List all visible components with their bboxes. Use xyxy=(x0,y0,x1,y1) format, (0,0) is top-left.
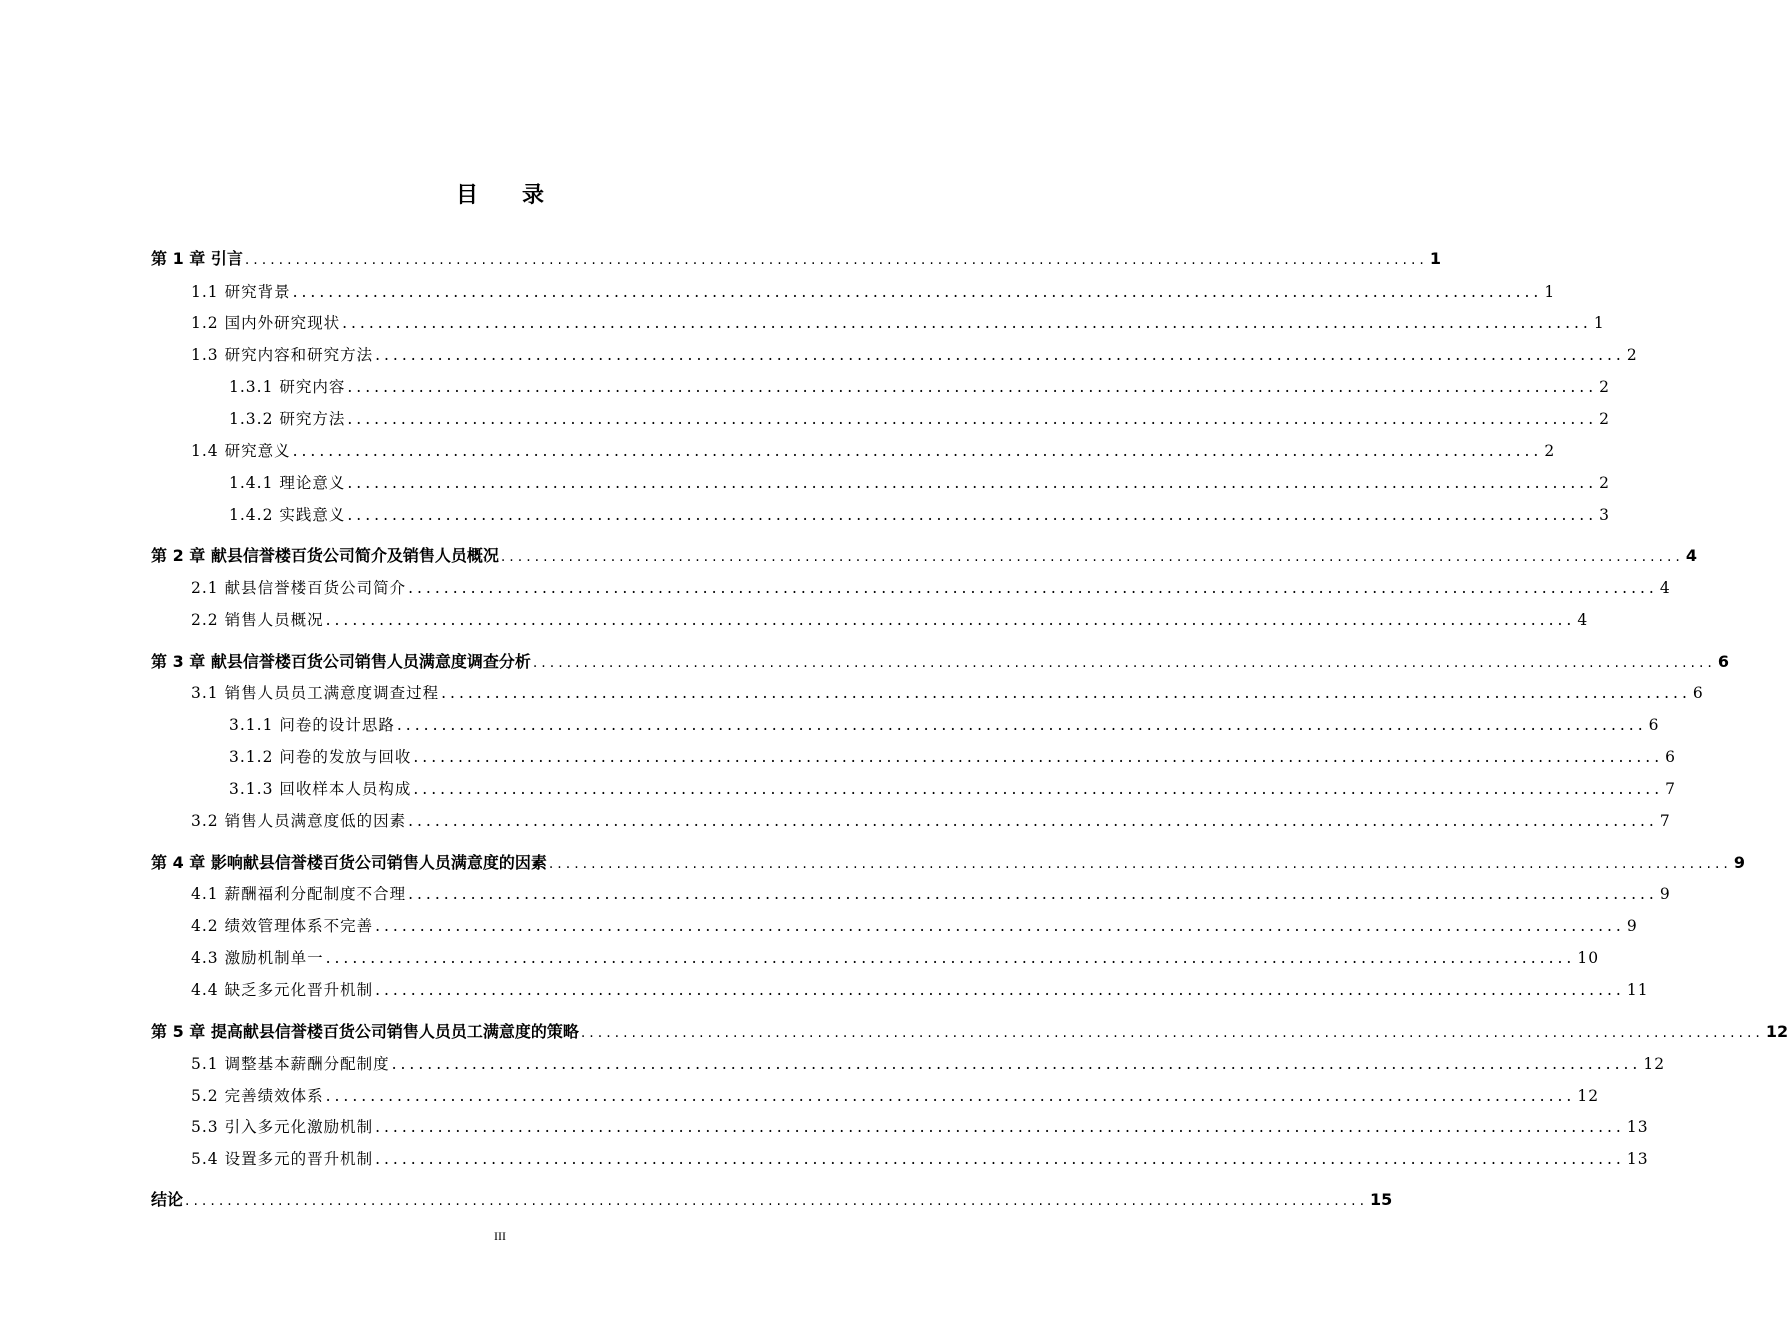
toc-entry-label: 1.4.1 理论意义 xyxy=(229,474,346,492)
toc-chapter-entry[interactable] xyxy=(151,1017,1788,1047)
toc-page-number: 9 xyxy=(1626,917,1638,935)
toc-section-entry[interactable] xyxy=(191,1081,1600,1111)
toc-page-number: 6 xyxy=(1717,652,1730,671)
toc-dot-leader: ............................................................................................................................................ xyxy=(325,611,1576,629)
toc-entry-label: 第 4 章 影响献县信誉楼百货公司销售人员满意度的因素 xyxy=(151,853,547,872)
toc-section-entry[interactable] xyxy=(191,308,1605,338)
toc-entry-label: 4.1 薪酬福利分配制度不合理 xyxy=(191,885,407,903)
toc-page-number: 7 xyxy=(1665,780,1677,798)
toc-entry-label: 3.1.1 问卷的设计思路 xyxy=(229,716,395,734)
toc-page-number: 6 xyxy=(1692,684,1704,702)
toc-dot-leader: ............................................................................................................................................ xyxy=(441,684,1691,702)
toc-section-entry[interactable] xyxy=(191,1112,1649,1142)
toc-dot-leader: ............................................................................................................................................ xyxy=(325,1087,1576,1105)
toc-dot-leader: ............................................................................................................................................ xyxy=(375,346,1625,364)
toc-page-number: 6 xyxy=(1648,716,1660,734)
toc-entry-label: 4.3 激励机制单一 xyxy=(191,949,324,967)
toc-section-entry[interactable] xyxy=(191,879,1671,909)
toc-dot-leader: ............................................................................................................................................ xyxy=(375,1118,1625,1136)
toc-dot-leader: ............................................................................................................................................ xyxy=(347,506,1598,524)
toc-chapter-entry[interactable] xyxy=(151,647,1730,677)
toc-subsection-entry[interactable] xyxy=(229,372,1611,402)
toc-dot-leader: ............................................................................................................................................ xyxy=(325,949,1576,967)
toc-dot-leader: ............................................................................................................................................ xyxy=(580,1025,1764,1041)
toc-title: 目录 xyxy=(455,183,588,208)
toc-section-entry[interactable] xyxy=(191,1144,1649,1174)
toc-dot-leader: ............................................................................................................................................ xyxy=(375,981,1625,999)
toc-dot-leader: ............................................................................................................................................ xyxy=(408,812,1658,830)
toc-entry-label: 第 3 章 献县信誉楼百货公司销售人员满意度调查分析 xyxy=(151,652,531,671)
toc-dot-leader: ............................................................................................................................................ xyxy=(396,716,1647,734)
toc-dot-leader: ............................................................................................................................................ xyxy=(548,856,1732,872)
toc-section-entry[interactable] xyxy=(191,1049,1666,1079)
toc-section-entry[interactable] xyxy=(191,436,1556,466)
toc-page-number: 6 xyxy=(1665,748,1677,766)
toc-page-number: 1 xyxy=(1593,314,1605,332)
toc-chapter-entry[interactable] xyxy=(151,244,1442,274)
page-number-footer: III xyxy=(494,1229,506,1243)
toc-section-entry[interactable] xyxy=(191,605,1589,635)
toc-page-number: 9 xyxy=(1659,885,1671,903)
toc-dot-leader: ............................................................................................................................................ xyxy=(413,748,1664,766)
toc-page-number: 12 xyxy=(1643,1055,1666,1073)
toc-entry-label: 1.4 研究意义 xyxy=(191,442,291,460)
toc-dot-leader: ............................................................................................................................................ xyxy=(413,780,1664,798)
toc-page-number: 13 xyxy=(1626,1118,1649,1136)
toc-page-number: 2 xyxy=(1544,442,1556,460)
toc-entry-label: 3.1.3 回收样本人员构成 xyxy=(229,780,412,798)
toc-page-number: 3 xyxy=(1599,506,1611,524)
toc-dot-leader: ............................................................................................................................................ xyxy=(500,549,1684,565)
toc-entry-label: 5.2 完善绩效体系 xyxy=(191,1087,324,1105)
toc-section-entry[interactable] xyxy=(191,911,1638,941)
toc-entry-label: 5.4 设置多元的晋升机制 xyxy=(191,1150,374,1168)
toc-entry-label: 3.1.2 问卷的发放与回收 xyxy=(229,748,412,766)
toc-dot-leader: ............................................................................................................................................ xyxy=(391,1055,1642,1073)
toc-page-number: 7 xyxy=(1659,812,1671,830)
toc-dot-leader: ............................................................................................................................................ xyxy=(347,474,1598,492)
toc-page-number: 2 xyxy=(1599,378,1611,396)
toc-subsection-entry[interactable] xyxy=(229,468,1611,498)
toc-page-number: 4 xyxy=(1685,546,1698,565)
toc-entry-label: 4.4 缺乏多元化晋升机制 xyxy=(191,981,374,999)
toc-page-number: 12 xyxy=(1577,1087,1600,1105)
toc-page-number: 4 xyxy=(1577,611,1589,629)
toc-section-entry[interactable] xyxy=(191,678,1704,708)
toc-subsection-entry[interactable] xyxy=(229,742,1677,772)
toc-subsection-entry[interactable] xyxy=(229,404,1611,434)
toc-dot-leader: ............................................................................................................................................ xyxy=(347,410,1598,428)
toc-entry-label: 2.2 销售人员概况 xyxy=(191,611,324,629)
toc-entry-label: 5.3 引入多元化激励机制 xyxy=(191,1118,374,1136)
toc-dot-leader: ............................................................................................................................................ xyxy=(532,655,1716,671)
toc-page-number: 13 xyxy=(1626,1150,1649,1168)
toc-entry-label: 第 2 章 献县信誉楼百货公司简介及销售人员概况 xyxy=(151,546,499,565)
toc-page-number: 2 xyxy=(1626,346,1638,364)
toc-section-entry[interactable] xyxy=(191,277,1556,307)
toc-entry-label: 1.3.1 研究内容 xyxy=(229,378,346,396)
toc-dot-leader: ............................................................................................................................................ xyxy=(375,1150,1625,1168)
toc-dot-leader: ............................................................................................................................................ xyxy=(342,314,1592,332)
toc-entry-label: 1.2 国内外研究现状 xyxy=(191,314,341,332)
toc-section-entry[interactable] xyxy=(191,573,1671,603)
toc-entry-label: 4.2 绩效管理体系不完善 xyxy=(191,917,374,935)
toc-dot-leader: ............................................................................................................................................ xyxy=(292,442,1543,460)
toc-entry-label: 3.1 销售人员员工满意度调查过程 xyxy=(191,684,440,702)
toc-dot-leader: ............................................................................................................................................ xyxy=(408,885,1658,903)
toc-section-entry[interactable] xyxy=(191,943,1600,973)
toc-chapter-entry[interactable] xyxy=(151,1185,1393,1215)
toc-page-number: 9 xyxy=(1733,853,1746,872)
toc-entry-label: 1.1 研究背景 xyxy=(191,283,291,301)
toc-dot-leader: ............................................................................................................................................ xyxy=(292,283,1543,301)
toc-entry-label: 第 5 章 提高献县信誉楼百货公司销售人员员工满意度的策略 xyxy=(151,1022,579,1041)
toc-page-number: 2 xyxy=(1599,410,1611,428)
toc-dot-leader: ............................................................................................................................................ xyxy=(375,917,1625,935)
toc-page-number: 4 xyxy=(1659,579,1671,597)
toc-page-number: 11 xyxy=(1626,981,1649,999)
toc-entry-label: 结论 xyxy=(151,1190,184,1209)
toc-page-number: 15 xyxy=(1370,1190,1393,1209)
toc-entry-label: 1.4.2 实践意义 xyxy=(229,506,346,524)
toc-entry-label: 2.1 献县信誉楼百货公司简介 xyxy=(191,579,407,597)
toc-page-number: 1 xyxy=(1429,249,1442,268)
toc-dot-leader: ............................................................................................................................................ xyxy=(244,252,1428,268)
toc-section-entry[interactable] xyxy=(191,806,1671,836)
toc-chapter-entry[interactable] xyxy=(151,541,1698,571)
toc-section-entry[interactable] xyxy=(191,975,1649,1005)
toc-page-number: 12 xyxy=(1765,1022,1788,1041)
toc-entry-label: 3.2 销售人员满意度低的因素 xyxy=(191,812,407,830)
toc-subsection-entry[interactable] xyxy=(229,710,1660,740)
toc-chapter-entry[interactable] xyxy=(151,848,1746,878)
toc-page-number: 1 xyxy=(1544,283,1556,301)
toc-section-entry[interactable] xyxy=(191,340,1638,370)
toc-dot-leader: ............................................................................................................................................ xyxy=(185,1193,1369,1209)
toc-dot-leader: ............................................................................................................................................ xyxy=(408,579,1658,597)
toc-page-number: 10 xyxy=(1577,949,1600,967)
toc-entry-label: 1.3 研究内容和研究方法 xyxy=(191,346,374,364)
toc-dot-leader: ............................................................................................................................................ xyxy=(347,378,1598,396)
toc-page-number: 2 xyxy=(1599,474,1611,492)
toc-entry-label: 第 1 章 引言 xyxy=(151,249,243,268)
toc-subsection-entry[interactable] xyxy=(229,500,1611,530)
toc-entry-label: 5.1 调整基本薪酬分配制度 xyxy=(191,1055,390,1073)
toc-subsection-entry[interactable] xyxy=(229,774,1677,804)
toc-entry-label: 1.3.2 研究方法 xyxy=(229,410,346,428)
